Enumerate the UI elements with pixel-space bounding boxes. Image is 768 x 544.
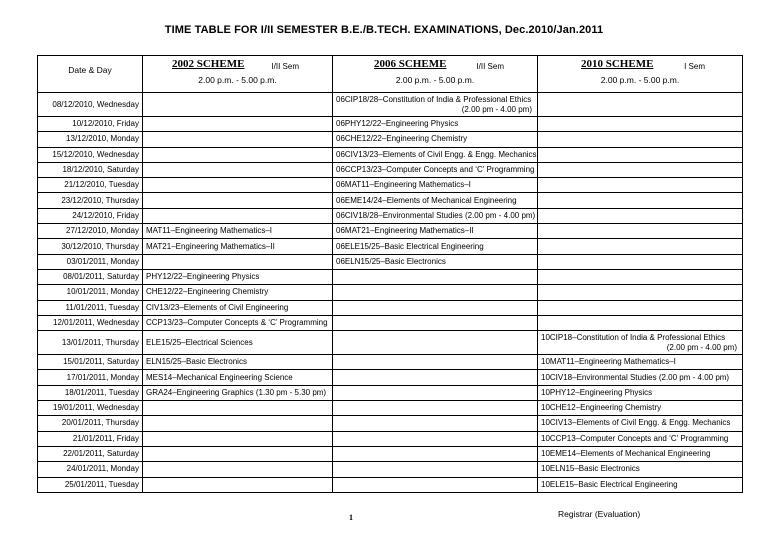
scheme-2006-cell-text: 06MAT21–Engineering Mathematics–II [336, 226, 474, 236]
scheme-2010-header [538, 56, 743, 93]
scheme-2006-cell [333, 385, 538, 400]
scheme-2010-cell [538, 401, 743, 416]
scheme-2010-cell-time-note: (2.00 pm - 4.00 pm) [666, 342, 737, 352]
scheme-2010-cell-text: 10EME14–Elements of Mechanical Engineering [541, 449, 711, 459]
scheme-sem: I/II Sem [476, 62, 504, 71]
scheme-2002-cell [143, 239, 333, 254]
scheme-2002-cell [143, 370, 333, 385]
scheme-2010-cell [538, 147, 743, 162]
scheme-2002-cell-text: ELE15/25–Electrical Sciences [146, 337, 253, 347]
scheme-2006-cell-text: 06CCP13/23–Computer Concepts and ‘C’ Programming [336, 165, 535, 175]
date-cell-text: 23/12/2010, Thursday [61, 195, 139, 205]
scheme-2002-cell [143, 385, 333, 400]
scheme-2006-cell [333, 331, 538, 355]
scheme-2010-cell [538, 254, 743, 269]
scheme-2002-cell [143, 300, 333, 315]
scheme-2002-cell [143, 446, 333, 461]
scheme-2010-cell-text: 10CIP18–Constitution of India & Professional Ethics [541, 332, 726, 342]
date-cell [38, 178, 143, 193]
date-cell [38, 93, 143, 117]
scheme-2002-cell [143, 132, 333, 147]
scheme-2006-cell [333, 162, 538, 177]
date-cell-text: 20/01/2011, Thursday [61, 418, 139, 428]
scheme-2002-cell-text: CHE12/22–Engineering Chemistry [146, 287, 269, 297]
scheme-2006-cell-text: 06MAT11–Engineering Mathematics–I [336, 180, 471, 190]
scheme-2006-cell [333, 370, 538, 385]
table-row [38, 385, 743, 400]
scheme-2006-cell [333, 239, 538, 254]
scheme-2006-cell [333, 93, 538, 117]
table-row [38, 285, 743, 300]
scheme-2010-cell-text: 10MAT11–Engineering Mathematics–I [541, 357, 676, 367]
date-cell-text: 18/12/2010, Saturday [62, 165, 139, 175]
scheme-2010-cell [538, 446, 743, 461]
scheme-2006-cell-text: 06CHE12/22–Engineering Chemistry [336, 134, 468, 144]
date-cell-text: 21/01/2011, Friday [72, 433, 139, 443]
date-cell [38, 385, 143, 400]
scheme-2010-cell [538, 117, 743, 132]
scheme-2002-cell [143, 193, 333, 208]
date-cell-text: 18/01/2011, Tuesday [64, 387, 139, 397]
date-cell [38, 477, 143, 492]
date-cell-text: 10/01/2011, Monday [66, 287, 139, 297]
date-day-header [38, 56, 143, 93]
date-cell [38, 254, 143, 269]
date-cell-text: 27/12/2010, Monday [66, 226, 139, 236]
scheme-2002-cell-text: GRA24–Engineering Graphics (1.30 pm - 5.30 pm) [146, 387, 327, 397]
scheme-2010-cell-text: 10CIV13–Elements of Civil Engg. & Engg. Mechanics [541, 418, 731, 428]
scheme-time: 2.00 p.m. - 5.00 p.m. [395, 75, 475, 85]
scheme-2006-cell [333, 355, 538, 370]
scheme-2006-header [333, 56, 538, 93]
scheme-2006-cell [333, 147, 538, 162]
date-cell [38, 355, 143, 370]
date-cell [38, 401, 143, 416]
table-row [38, 117, 743, 132]
table-row [38, 462, 743, 477]
date-cell [38, 224, 143, 239]
scheme-2002-cell [143, 285, 333, 300]
scheme-2002-cell-text: CIV13/23–Elements of Civil Engineering [146, 302, 289, 312]
header-row [38, 56, 743, 93]
table-row [38, 132, 743, 147]
date-cell [38, 208, 143, 223]
scheme-2010-cell [538, 162, 743, 177]
scheme-2002-cell [143, 331, 333, 355]
scheme-2010-cell-text: 10ELN15–Basic Electronics [541, 464, 640, 474]
scheme-2006-cell [333, 462, 538, 477]
date-day-label: Date & Day [68, 65, 112, 75]
table-row [38, 315, 743, 330]
date-cell [38, 162, 143, 177]
date-cell-text: 12/01/2011, Wednesday [53, 318, 139, 327]
scheme-sem: I/II Sem [271, 62, 299, 71]
table-row [38, 370, 743, 385]
date-cell-text: 17/01/2011, Monday [66, 372, 139, 382]
table-row [38, 239, 743, 254]
scheme-time: 2.00 p.m. - 5.00 p.m. [600, 75, 680, 85]
scheme-2002-cell-text: PHY12/22–Engineering Physics [146, 272, 260, 282]
page-number: 1 [349, 513, 353, 522]
scheme-2002-cell [143, 431, 333, 446]
scheme-2002-cell [143, 401, 333, 416]
table-row [38, 331, 743, 355]
scheme-2006-cell [333, 446, 538, 461]
scheme-name: 2002 SCHEME [172, 58, 245, 70]
scheme-2002-cell [143, 416, 333, 431]
scheme-2010-cell [538, 224, 743, 239]
scheme-2002-cell-text: CCP13/23–Computer Concepts & ‘C’ Programming [146, 318, 328, 327]
date-cell-text: 13/12/2010, Monday [66, 134, 139, 144]
scheme-2010-cell-text: 10PHY12–Engineering Physics [541, 387, 653, 397]
table-row [38, 162, 743, 177]
scheme-2010-cell [538, 193, 743, 208]
scheme-2002-cell [143, 355, 333, 370]
date-cell-text: 08/01/2011, Saturday [63, 272, 139, 282]
date-cell [38, 132, 143, 147]
scheme-2002-cell [143, 477, 333, 492]
scheme-2010-cell [538, 385, 743, 400]
date-cell [38, 315, 143, 330]
scheme-2010-cell-text: 10CCP13–Computer Concepts and ‘C’ Programming [541, 433, 729, 443]
scheme-2002-cell-text: MAT21–Engineering Mathematics–II [146, 241, 275, 251]
date-cell-text: 15/12/2010, Wednesday [52, 149, 139, 159]
table-row [38, 431, 743, 446]
scheme-2006-cell-text: 06CIV13/23–Elements of Civil Engg. & Engg. Mechanics [336, 149, 537, 159]
date-cell-text: 25/01/2011, Tuesday [64, 479, 139, 489]
scheme-2002-cell [143, 178, 333, 193]
scheme-2010-cell [538, 315, 743, 330]
scheme-2006-cell [333, 224, 538, 239]
date-cell-text: 24/12/2010, Friday [72, 210, 139, 220]
scheme-time: 2.00 p.m. - 5.00 p.m. [198, 75, 277, 85]
date-cell [38, 239, 143, 254]
scheme-2006-cell-text: 06PHY12/22–Engineering Physics [336, 119, 459, 129]
date-cell-text: 03/01/2011, Monday [66, 256, 139, 266]
scheme-2006-cell [333, 208, 538, 223]
table-row [38, 178, 743, 193]
scheme-2010-cell [538, 285, 743, 300]
date-cell [38, 117, 143, 132]
scheme-2002-cell [143, 224, 333, 239]
table-row [38, 254, 743, 269]
scheme-2010-cell [538, 370, 743, 385]
date-cell [38, 331, 143, 355]
scheme-2006-cell [333, 117, 538, 132]
scheme-2010-cell [538, 269, 743, 284]
scheme-2006-cell-text: 06ELN15/25–Basic Electronics [336, 256, 446, 266]
date-cell-text: 15/01/2011, Saturday [63, 357, 139, 367]
scheme-2010-cell [538, 93, 743, 117]
scheme-2006-cell [333, 416, 538, 431]
table-row [38, 416, 743, 431]
date-cell-text: 30/12/2010, Thursday [61, 241, 139, 251]
scheme-2002-cell [143, 208, 333, 223]
scheme-2006-cell-time-note: (2.00 pm - 4.00 pm) [461, 104, 532, 114]
date-cell-text: 13/01/2011, Thursday [61, 337, 139, 347]
date-cell-text: 21/12/2010, Tuesday [64, 180, 139, 190]
date-cell [38, 285, 143, 300]
scheme-2010-cell-text: 10ELE15–Basic Electrical Engineering [541, 479, 678, 489]
scheme-2010-cell [538, 431, 743, 446]
table-row [38, 93, 743, 117]
date-cell [38, 147, 143, 162]
scheme-2010-cell-text: 10CHE12–Engineering Chemistry [541, 403, 662, 413]
scheme-2010-cell [538, 331, 743, 355]
date-cell [38, 370, 143, 385]
scheme-2006-cell [333, 254, 538, 269]
scheme-2006-cell [333, 132, 538, 147]
table-row [38, 300, 743, 315]
registrar-signatory: Registrar (Evaluation) [558, 509, 641, 519]
scheme-2002-cell-text: MES14–Mechanical Engineering Science [146, 372, 293, 382]
scheme-2010-cell [538, 462, 743, 477]
date-cell-text: 08/12/2010, Wednesday [52, 99, 139, 109]
date-cell-text: 22/01/2011, Saturday [63, 449, 139, 459]
date-cell [38, 462, 143, 477]
date-cell [38, 300, 143, 315]
table-row [38, 477, 743, 492]
scheme-2002-cell [143, 462, 333, 477]
scheme-2002-header [143, 56, 333, 93]
scheme-2002-cell [143, 162, 333, 177]
scheme-2002-cell [143, 254, 333, 269]
scheme-2002-cell [143, 93, 333, 117]
scheme-2010-cell [538, 355, 743, 370]
scheme-2006-cell [333, 401, 538, 416]
scheme-2010-cell [538, 178, 743, 193]
scheme-2010-cell [538, 208, 743, 223]
table-row [38, 224, 743, 239]
scheme-name: 2010 SCHEME [581, 58, 654, 70]
scheme-2002-cell-text: MAT11–Engineering Mathematics–I [146, 226, 272, 236]
scheme-2006-cell [333, 315, 538, 330]
date-cell [38, 269, 143, 284]
scheme-2006-cell-text: 06EME14/24–Elements of Mechanical Engineering [336, 195, 517, 205]
scheme-2010-cell [538, 132, 743, 147]
scheme-2010-cell [538, 300, 743, 315]
date-cell [38, 416, 143, 431]
date-cell [38, 431, 143, 446]
scheme-2002-cell-text: ELN15/25–Basic Electronics [146, 357, 247, 367]
scheme-2006-cell-text: 06CIV18/28–Environmental Studies (2.00 pm - 4.00 pm) [336, 210, 536, 220]
scheme-2006-cell [333, 431, 538, 446]
timetable [37, 55, 743, 493]
scheme-2006-cell [333, 477, 538, 492]
table-row [38, 355, 743, 370]
scheme-name: 2006 SCHEME [374, 58, 447, 70]
table-row [38, 446, 743, 461]
table-row [38, 147, 743, 162]
scheme-2010-cell [538, 416, 743, 431]
scheme-2002-cell [143, 117, 333, 132]
date-cell-text: 10/12/2010, Friday [72, 119, 139, 129]
scheme-2006-cell [333, 193, 538, 208]
date-cell-text: 24/01/2011, Monday [66, 464, 139, 474]
scheme-2002-cell [143, 147, 333, 162]
scheme-2006-cell-text: 06ELE15/25–Basic Electrical Engineering [336, 241, 484, 251]
scheme-sem: I Sem [684, 62, 705, 71]
date-cell [38, 193, 143, 208]
table-row [38, 401, 743, 416]
scheme-2002-cell [143, 269, 333, 284]
table-row [38, 269, 743, 284]
scheme-2006-cell [333, 178, 538, 193]
scheme-2006-cell [333, 300, 538, 315]
scheme-2010-cell [538, 477, 743, 492]
date-cell [38, 446, 143, 461]
scheme-2002-cell [143, 315, 333, 330]
scheme-2006-cell-text: 06CIP18/28–Constitution of India & Professional Ethics [336, 94, 532, 104]
table-row [38, 193, 743, 208]
date-cell-text: 11/01/2011, Tuesday [65, 302, 139, 312]
table-row [38, 208, 743, 223]
page-title: TIME TABLE FOR I/II SEMESTER B.E./B.TECH. EXAMINATIONS, Dec.2010/Jan.2011 [164, 24, 604, 36]
scheme-2010-cell [538, 239, 743, 254]
date-cell-text: 19/01/2011, Wednesday [53, 403, 139, 413]
scheme-2006-cell [333, 285, 538, 300]
scheme-2006-cell [333, 269, 538, 284]
scheme-2010-cell-text: 10CIV18–Environmental Studies (2.00 pm - 4.00 pm) [541, 372, 730, 382]
